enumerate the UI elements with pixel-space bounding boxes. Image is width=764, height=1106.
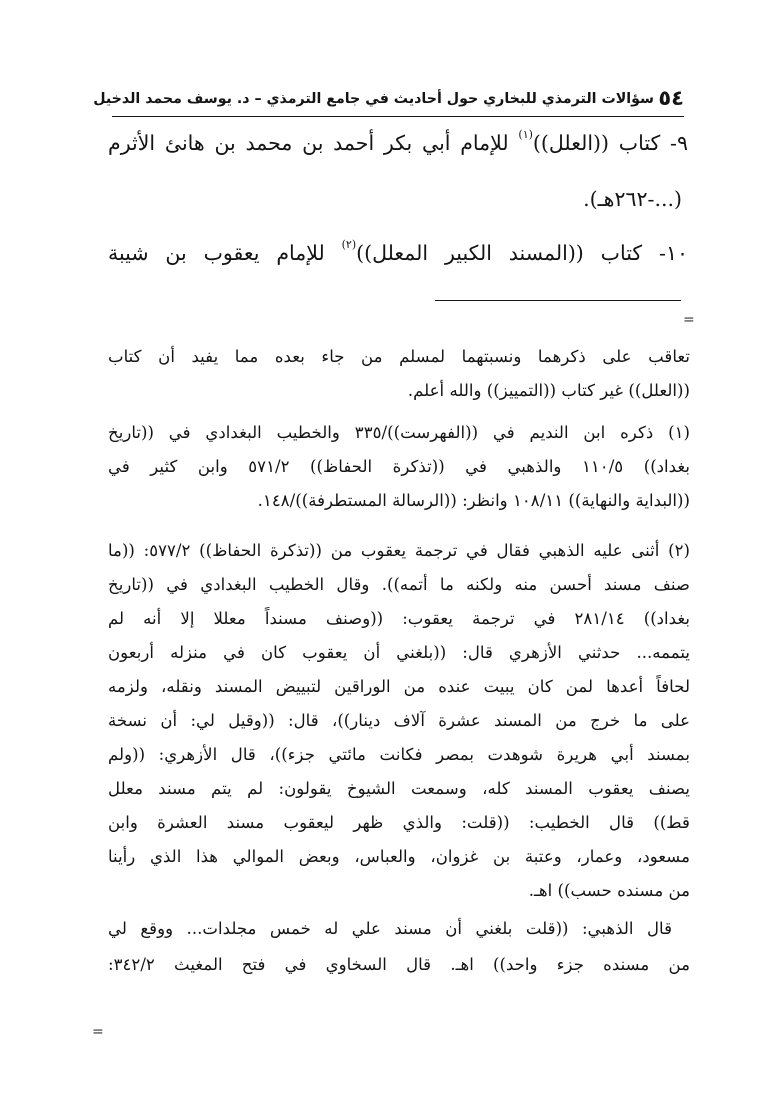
footnote-line: تعاقب على ذكرهما ونسبتهما لمسلم من جاء بعده مما يفيد أن كتاب [108,347,690,366]
footnote-line: من مسنده حسب)) اهـ. [528,881,690,900]
running-title: سؤالات الترمذي للبخاري حول أحاديث في جامع الترمذي – د. يوسف محمد الدخيل [93,91,654,107]
footnote-line: صنف مسند أحسن منه ولكنه ما أتمه)). وقال الخطيب البغدادي في ((تاريخ [108,575,690,594]
footnote-line: بمسند أبي هريرة شوهدت بمصر فكانت مائتي جزء))، قال الأزهري: ((ولم [108,745,690,764]
footnote-separator [435,300,681,301]
footnote-line: على ما خرج من المسند عشرة آلاف دينار))، قال: ((وقيل لي: أن نسخة [108,711,690,730]
footnote-line: من مسنده جزء واحد)) اهـ. قال السخاوي في فتح المغيث ٣٤٢/٢: [108,955,690,974]
footnote-line: يصنف يعقوب المسند كله، وسمعت الشيوخ يقولون: لم يتم مسند معلل [108,779,690,798]
footnote-line: (٢) أثنى عليه الذهبي فقال في ترجمة يعقوب من ((تذكرة الحفاظ)) ٥٧٧/٢: ((ما [108,541,690,560]
footnote-line: مسعود، وعمار، وعتبة بن غزوان، والعباس، وبعض الموالي هذا الذي رأينا [108,847,690,866]
footnote-line: بغداد)) ٢٨١/١٤ في ترجمة يعقوب: ((وصنف مسنداً معللا إلا أنه لم [108,609,690,628]
footnote-line: قط)) قال الخطيب: ((قلت: والذي ظهر ليعقوب مسند العشرة وابن [108,813,690,832]
item-10-line-1: ١٠- كتاب ((المسند الكبير المعلل))$^{(٢)}$ للإمام يعقوب بن شيبة [108,238,688,265]
continuation-mark-bottom: = [92,1024,104,1040]
continuation-mark-top: = [683,312,695,328]
footnote-line: ((العلل)) غير كتاب ((التمييز)) والله أعلم. [407,381,690,400]
footnote-line: لحافاً أعدها لمن كان يبيت عنده من الوراقين لتبييض المسند ونقله، ولزمه [108,677,690,696]
footnote-ref-marker: (١) [518,128,533,142]
footnote-ref-marker: (٢) [341,238,357,252]
footnote-line: قال الذهبي: ((قلت بلغني أن مسند علي له خمس مجلدات... ووقع لي [108,919,672,938]
footnote-line: يتممه... حدثني الأزهري قال: ((بلغني أن يعقوب كان في منزله أربعون [108,643,690,662]
footnote-line: بغداد)) ١١٠/٥ والذهبي في ((تذكرة الحفاظ)) ٥٧١/٢ وابن كثير في [108,457,690,476]
running-header [93,86,684,117]
footnote-line: (١) ذكره ابن النديم في ((الفهرست))/٣٣٥ والخطيب البغدادي في ((تاريخ [108,423,690,442]
item-9-line-1: ٩- كتاب ((العلل))$^{(١)}$ للإمام أبي بكر أحمد بن محمد بن هانئ الأثرم [108,128,688,155]
item-9-line-2: (...-٢٦٢هـ). [583,187,682,211]
footnote-line: ((البداية والنهاية)) ١٠٨/١١ وانظر: ((الرسالة المستطرفة))/١٤٨. [257,491,690,510]
page-number: ٥٤ [658,86,684,110]
